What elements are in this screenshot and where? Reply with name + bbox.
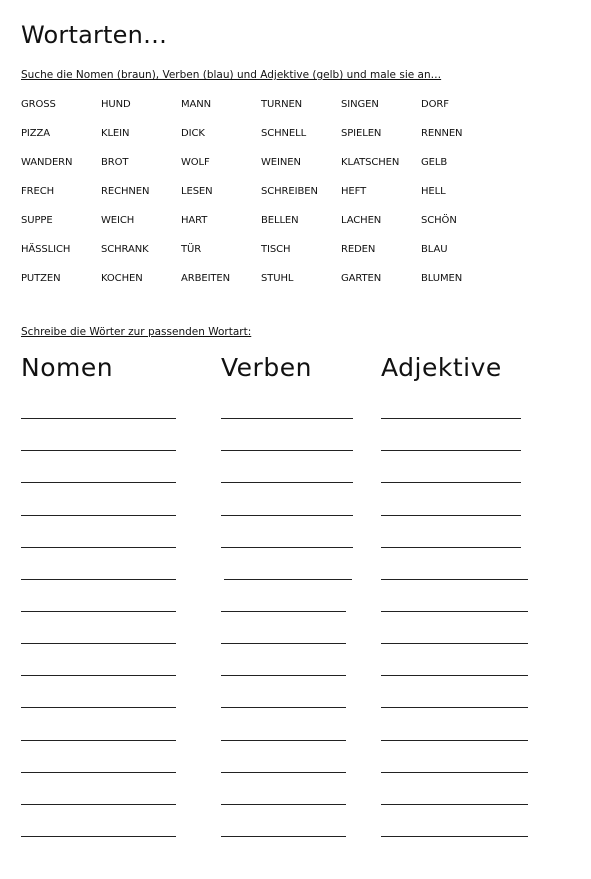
word-cell: SCHÖN [421, 215, 457, 226]
writing-line-adjektive[interactable] [381, 547, 521, 548]
word-cell: DICK [181, 128, 205, 139]
word-cell: KLATSCHEN [341, 157, 400, 168]
writing-line-nomen[interactable] [21, 611, 176, 612]
writing-line-adjektive[interactable] [381, 515, 521, 516]
writing-line-adjektive[interactable] [381, 804, 528, 805]
writing-line-adjektive[interactable] [381, 579, 528, 580]
writing-line-verben[interactable] [221, 418, 353, 419]
writing-line-nomen[interactable] [21, 547, 176, 548]
word-cell: FRECH [21, 186, 55, 197]
word-cell: SINGEN [341, 99, 379, 110]
writing-line-verben[interactable] [221, 804, 346, 805]
writing-line-adjektive[interactable] [381, 643, 528, 644]
word-cell: SUPPE [21, 215, 53, 226]
writing-line-verben[interactable] [221, 772, 346, 773]
writing-line-verben[interactable] [221, 611, 346, 612]
word-cell: WANDERN [21, 157, 73, 168]
writing-line-verben[interactable] [221, 450, 353, 451]
writing-line-nomen[interactable] [21, 643, 176, 644]
writing-line-nomen[interactable] [21, 740, 176, 741]
page-title: Wortarten… [21, 21, 168, 49]
word-cell: HELL [421, 186, 446, 197]
instruction-color-words: Suche die Nomen (braun), Verben (blau) und Adjektive (gelb) und male sie an… [21, 69, 442, 81]
writing-line-nomen[interactable] [21, 579, 176, 580]
writing-line-nomen[interactable] [21, 707, 176, 708]
writing-line-adjektive[interactable] [381, 836, 528, 837]
word-cell: PUTZEN [21, 273, 61, 284]
word-cell: PIZZA [21, 128, 51, 139]
word-cell: MANN [181, 99, 212, 110]
column-header-nomen: Nomen [21, 353, 114, 382]
word-cell: HART [181, 215, 208, 226]
word-cell: GROSS [21, 99, 56, 110]
word-grid [21, 98, 501, 301]
writing-line-nomen[interactable] [21, 482, 176, 483]
word-cell: RENNEN [421, 128, 463, 139]
writing-line-adjektive[interactable] [381, 482, 521, 483]
writing-line-adjektive[interactable] [381, 450, 521, 451]
word-cell: BLUMEN [421, 273, 463, 284]
writing-line-adjektive[interactable] [381, 707, 528, 708]
word-cell: WEICH [101, 215, 135, 226]
word-cell: DORF [421, 99, 449, 110]
word-cell: REDEN [341, 244, 376, 255]
writing-line-nomen[interactable] [21, 418, 176, 419]
word-cell: LESEN [181, 186, 213, 197]
column-header-verben: Verben [221, 353, 312, 382]
word-cell: WEINEN [261, 157, 301, 168]
word-cell: HUND [101, 99, 131, 110]
writing-line-nomen[interactable] [21, 675, 176, 676]
writing-line-verben[interactable] [221, 643, 346, 644]
word-cell: BELLEN [261, 215, 299, 226]
writing-line-verben[interactable] [221, 547, 353, 548]
writing-line-verben[interactable] [221, 740, 346, 741]
writing-line-verben[interactable] [224, 579, 352, 580]
word-cell: GELB [421, 157, 448, 168]
word-cell: HEFT [341, 186, 367, 197]
word-cell: SCHREIBEN [261, 186, 318, 197]
writing-line-nomen[interactable] [21, 804, 176, 805]
writing-line-adjektive[interactable] [381, 740, 528, 741]
writing-line-verben[interactable] [221, 515, 353, 516]
word-cell: TURNEN [261, 99, 303, 110]
writing-line-verben[interactable] [221, 707, 346, 708]
word-cell: RECHNEN [101, 186, 150, 197]
word-cell: LACHEN [341, 215, 382, 226]
column-header-adjektive: Adjektive [381, 353, 502, 382]
writing-line-nomen[interactable] [21, 450, 176, 451]
word-cell: BROT [101, 157, 129, 168]
word-cell: KLEIN [101, 128, 130, 139]
word-cell: SCHRANK [101, 244, 149, 255]
writing-line-verben[interactable] [221, 482, 353, 483]
writing-line-verben[interactable] [221, 836, 346, 837]
word-cell: KOCHEN [101, 273, 143, 284]
word-cell: TÜR [181, 244, 202, 255]
writing-line-adjektive[interactable] [381, 418, 521, 419]
writing-line-verben[interactable] [221, 675, 346, 676]
word-cell: GARTEN [341, 273, 382, 284]
word-cell: TISCH [261, 244, 291, 255]
word-cell: ARBEITEN [181, 273, 231, 284]
word-cell: SPIELEN [341, 128, 382, 139]
writing-line-nomen[interactable] [21, 836, 176, 837]
instruction-sort-words: Schreibe die Wörter zur passenden Wortart: [21, 326, 252, 338]
word-cell: SCHNELL [261, 128, 307, 139]
word-cell: HÄSSLICH [21, 244, 71, 255]
writing-line-nomen[interactable] [21, 515, 176, 516]
writing-line-adjektive[interactable] [381, 772, 528, 773]
writing-line-nomen[interactable] [21, 772, 176, 773]
writing-line-adjektive[interactable] [381, 611, 528, 612]
word-cell: STUHL [261, 273, 294, 284]
word-cell: BLAU [421, 244, 448, 255]
word-cell: WOLF [181, 157, 210, 168]
writing-line-adjektive[interactable] [381, 675, 528, 676]
